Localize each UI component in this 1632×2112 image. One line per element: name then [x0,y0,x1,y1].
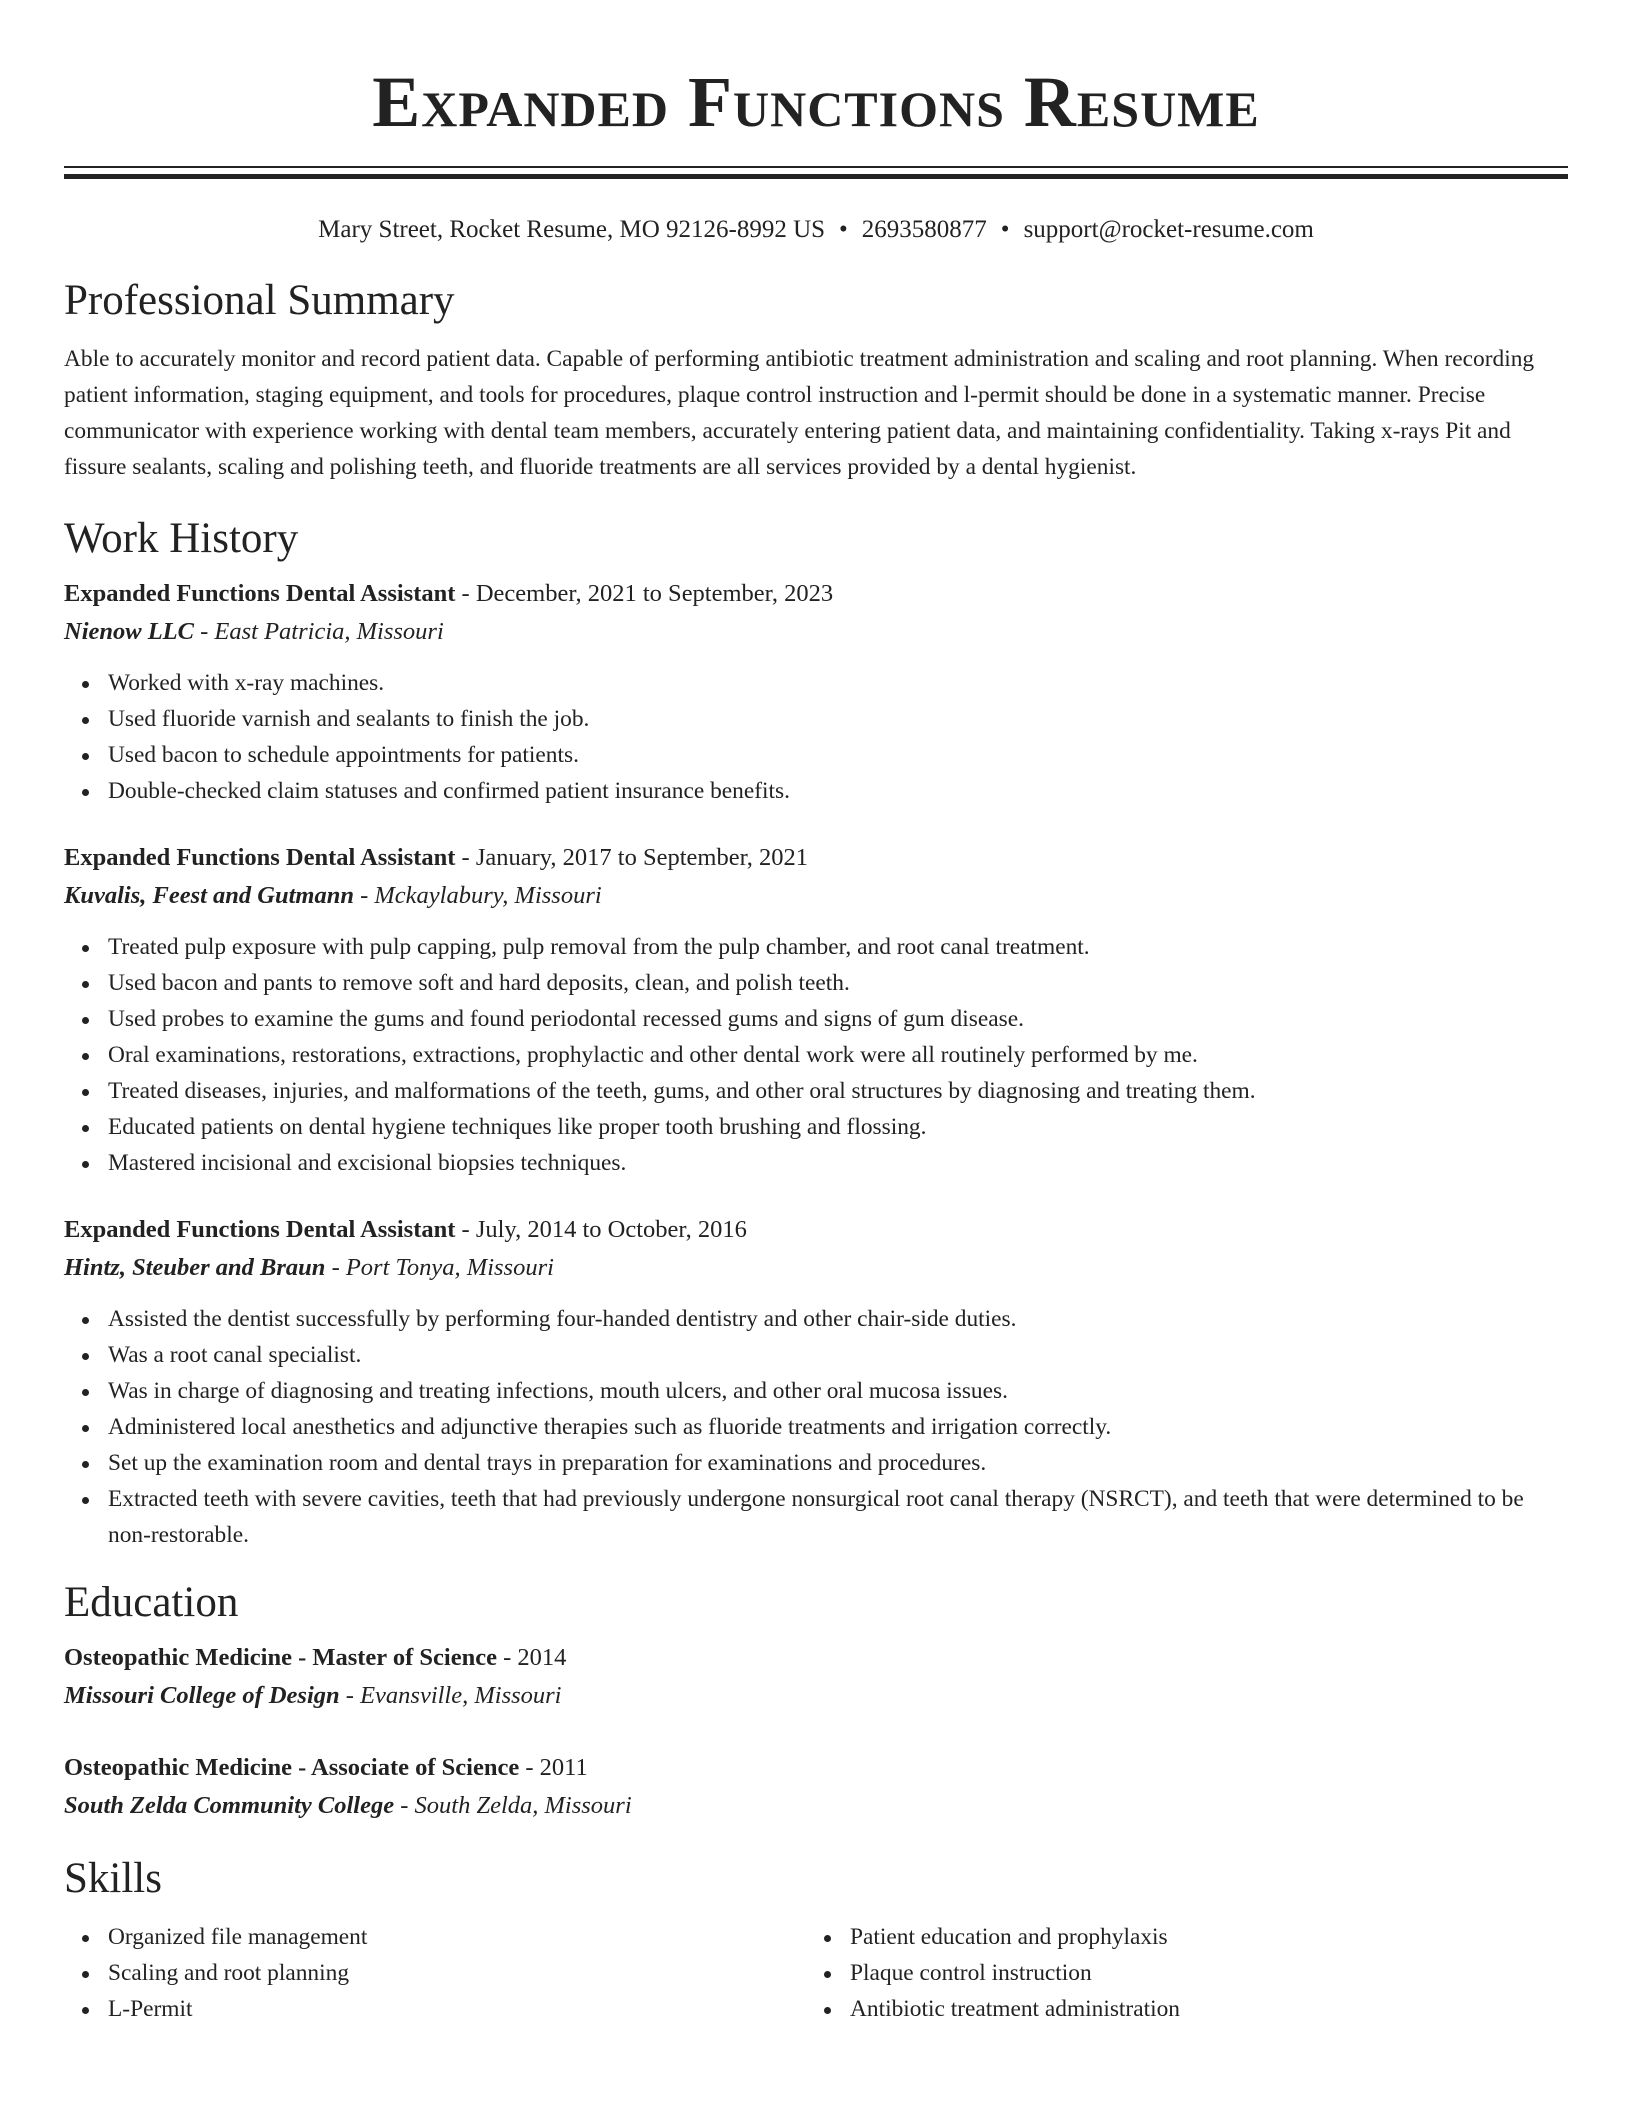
job-title: Expanded Functions Dental Assistant [64,844,456,871]
education-entry [64,1749,1568,1825]
education-section [64,1577,1568,1825]
job-location: - Port Tonya, Missouri [325,1254,554,1281]
summary-section [64,275,1568,485]
job-title-line [64,839,1568,877]
skills-list [806,1919,1548,2027]
school-line [64,1787,1568,1825]
job-company: Hintz, Steuber and Braun [64,1254,326,1281]
contact-address: Mary Street, Rocket Resume, MO 92126-8992 US [318,216,826,243]
school-line [64,1677,1568,1715]
job-company: Nienow LLC [64,618,194,645]
skills-list [64,1919,806,2027]
skill-item: Organized file management [108,1919,806,1955]
list-item: Assisted the dentist successfully by performing four-handed dentistry and other chair-side duties. [108,1301,1568,1337]
job-location: - East Patricia, Missouri [194,618,444,645]
job-dates: - December, 2021 to September, 2023 [455,580,834,607]
summary-text: Able to accurately monitor and record patient data. Capable of performing antibiotic treatment administration and scaling and root planning. When recording patient information, staging equipment, and tools for procedures, plaque control instruction and l-permit should be done in a systematic manner. Precise communicator with experience working with dental team members, accurately entering patient data, and maintaining confidentiality. Taking x-rays Pit and fissure sealants, scaling and polishing teeth, and fluoride treatments are all services provided by a dental hygienist. [64,346,1535,480]
job-entry [64,839,1568,1181]
job-title-line [64,575,1568,613]
list-item: Worked with x-ray machines. [108,665,1568,701]
skills-columns [64,1919,1568,2027]
section-heading-summary: Professional Summary [64,277,455,324]
job-company-line [64,613,1568,651]
skill-item: Plaque control instruction [850,1955,1548,1991]
title-divider-thin [64,166,1568,168]
list-item: Extracted teeth with severe cavities, teeth that had previously undergone nonsurgical root canal therapy (NSRCT), and teeth that were determined to be non-restorable. [108,1481,1568,1553]
list-item: Double-checked claim statuses and confirmed patient insurance benefits. [108,773,1568,809]
contact-line [64,215,1568,245]
list-item: Oral examinations, restorations, extractions, prophylactic and other dental work were all routinely performed by me. [108,1037,1568,1073]
job-title-line [64,1211,1568,1249]
list-item: Administered local anesthetics and adjunctive therapies such as fluoride treatments and irrigation correctly. [108,1409,1568,1445]
job-company-line [64,1249,1568,1287]
list-item: Used probes to examine the gums and found periodontal recessed gums and signs of gum disease. [108,1001,1568,1037]
degree-line [64,1639,1568,1677]
list-item: Treated pulp exposure with pulp capping, pulp removal from the pulp chamber, and root canal treatment. [108,929,1568,965]
list-item: Set up the examination room and dental trays in preparation for examinations and procedures. [108,1445,1568,1481]
list-item: Was a root canal specialist. [108,1337,1568,1373]
work-history-section [64,513,1568,1553]
school-name: South Zelda Community College [64,1792,395,1819]
school-name: Missouri College of Design [64,1682,340,1709]
list-item: Used bacon to schedule appointments for patients. [108,737,1568,773]
job-company-line [64,877,1568,915]
list-item: Was in charge of diagnosing and treating infections, mouth ulcers, and other oral mucosa issues. [108,1373,1568,1409]
skill-item: Patient education and prophylaxis [850,1919,1548,1955]
education-entry [64,1639,1568,1715]
list-item: Used fluoride varnish and sealants to finish the job. [108,701,1568,737]
contact-phone: 2693580877 [861,216,987,243]
list-item: Educated patients on dental hygiene techniques like proper tooth brushing and flossing. [108,1109,1568,1145]
degree-line [64,1749,1568,1787]
contact-separator: • [1000,216,1010,243]
job-duties-list [64,1301,1568,1553]
school-location: - South Zelda, Missouri [394,1792,632,1819]
contact-separator: • [839,216,848,243]
job-duties-list [64,665,1568,809]
skills-column-left [64,1919,806,2027]
skills-section [64,1853,1568,2027]
degree-name: Osteopathic Medicine - Associate of Science [64,1754,520,1781]
school-location: - Evansville, Missouri [339,1682,562,1709]
section-heading-work-history: Work History [64,515,299,562]
section-heading-education: Education [64,1579,239,1626]
skill-item: Scaling and root planning [108,1955,806,1991]
degree-year: - 2011 [519,1754,588,1781]
skills-column-right [806,1919,1548,2027]
job-duties-list [64,929,1568,1181]
list-item: Used bacon and pants to remove soft and hard deposits, clean, and polish teeth. [108,965,1568,1001]
resume-title: Expanded Functions Resume [372,62,1260,142]
job-location: - Mckaylabury, Missouri [353,882,602,909]
job-entry [64,1211,1568,1553]
job-title: Expanded Functions Dental Assistant [64,580,456,607]
skill-item: Antibiotic treatment administration [850,1991,1548,2027]
degree-name: Osteopathic Medicine - Master of Science [64,1644,497,1671]
job-dates: - July, 2014 to October, 2016 [455,1216,747,1243]
title-divider-thick [64,174,1568,179]
skill-item: L-Permit [108,1991,806,2027]
contact-email: support@rocket-resume.com [1023,216,1314,243]
section-heading-skills: Skills [64,1855,162,1902]
list-item: Mastered incisional and excisional biopsies techniques. [108,1145,1568,1181]
list-item: Treated diseases, injuries, and malformations of the teeth, gums, and other oral structures by diagnosing and treating them. [108,1073,1568,1109]
job-title: Expanded Functions Dental Assistant [64,1216,456,1243]
degree-year: - 2014 [496,1644,567,1671]
job-entry [64,575,1568,809]
job-dates: - January, 2017 to September, 2021 [455,844,809,871]
job-company: Kuvalis, Feest and Gutmann [64,882,354,909]
